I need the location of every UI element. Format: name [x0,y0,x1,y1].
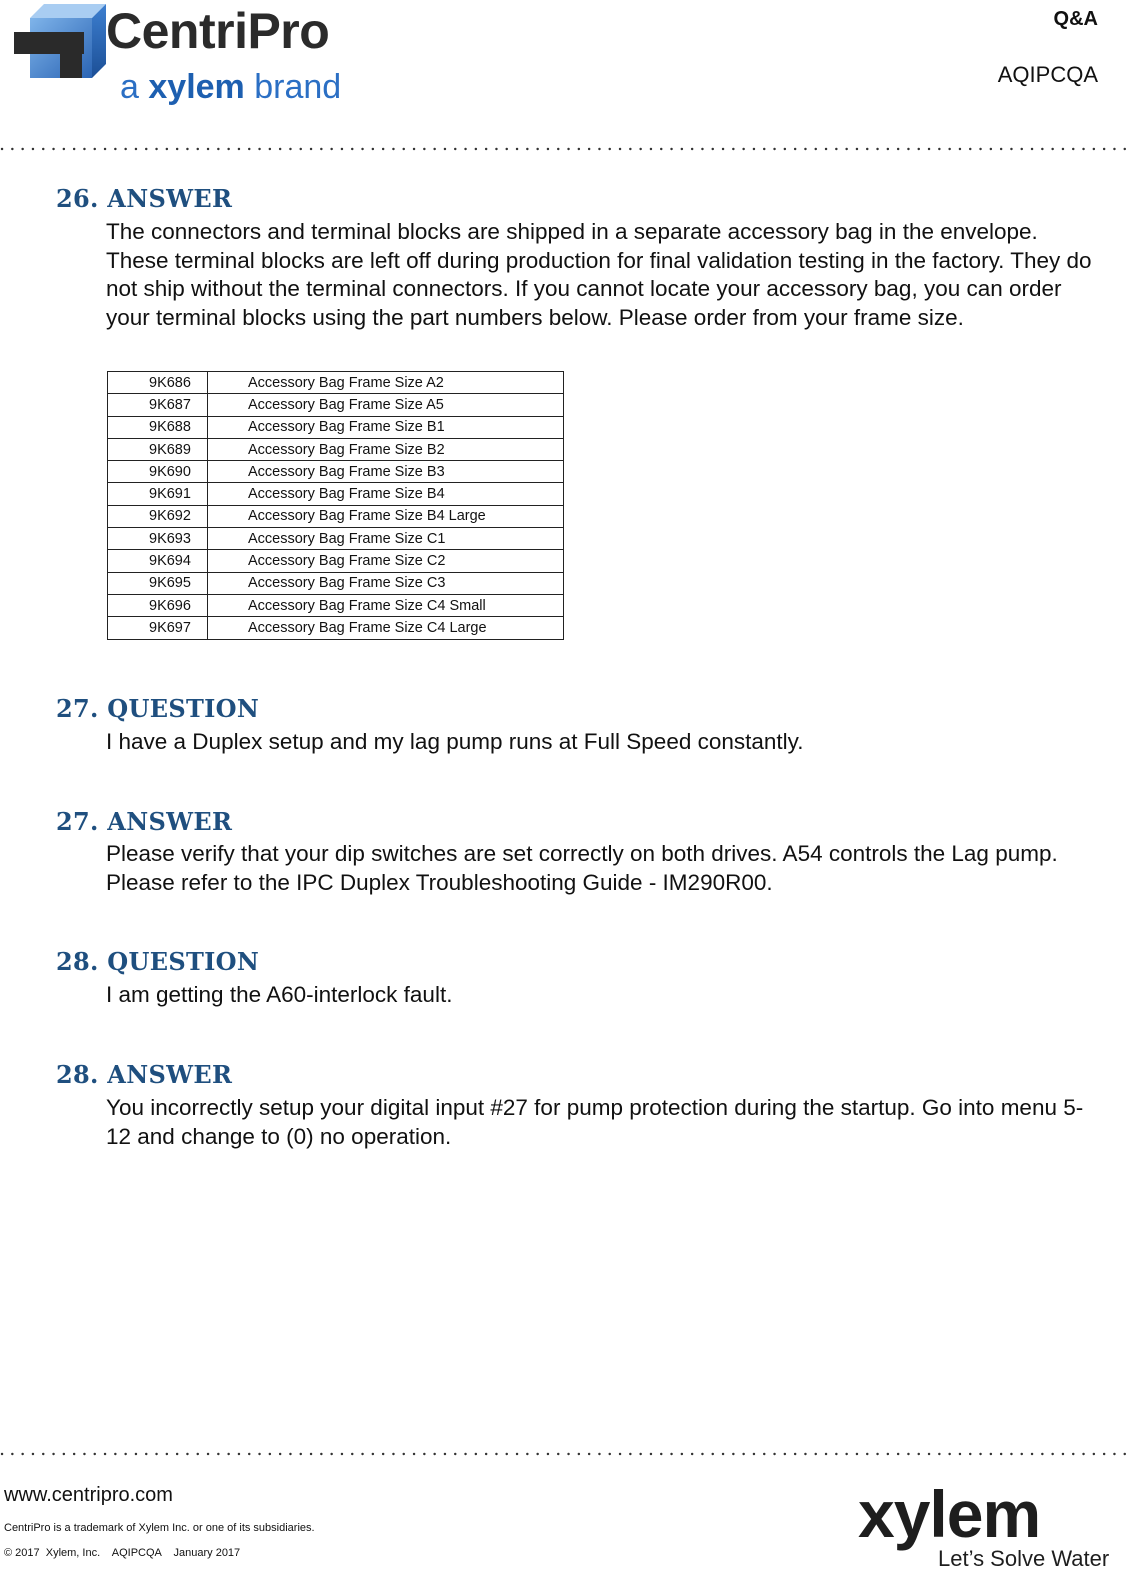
part-description-cell: Accessory Bag Frame Size C2 [208,550,564,572]
doc-code: AQIPCQA [997,62,1098,87]
part-description-cell: Accessory Bag Frame Size C4 Large [208,617,564,639]
part-description-cell: Accessory Bag Frame Size B4 Large [208,505,564,527]
table-row [108,416,564,438]
top-dotted-divider [0,147,1128,151]
section-27-question-text: I have a Duplex setup and my lag pump runs at Full Speed constantly. [106,729,804,754]
table-row [108,594,564,616]
part-number-cell: 9K696 [108,594,208,616]
footer-copyright: © 2017 Xylem, Inc. AQIPCQA January 2017 [4,1547,241,1559]
section-27-question-heading: 27. QUESTION [56,694,260,723]
bottom-dotted-divider [0,1452,1128,1456]
footer-website: www.centripro.com [4,1484,173,1506]
section-26-answer-heading: 26. ANSWER [56,184,233,213]
part-number-cell: 9K695 [108,572,208,594]
section-28-answer-text: You incorrectly setup your digital input #27 for pump protection during the startup. Go into menu 5-12 and change to (0) no operation. [106,1095,1084,1149]
part-number-cell: 9K690 [108,461,208,483]
part-number-cell: 9K689 [108,438,208,460]
part-number-cell: 9K688 [108,416,208,438]
table-row [108,483,564,505]
part-description-cell: Accessory Bag Frame Size C1 [208,528,564,550]
part-description-cell: Accessory Bag Frame Size B3 [208,461,564,483]
part-number-cell: 9K697 [108,617,208,639]
section-28-answer-heading: 28. ANSWER [56,1060,233,1089]
part-description-cell: Accessory Bag Frame Size A2 [208,372,564,394]
table-row [108,461,564,483]
table-row [108,505,564,527]
section-27-answer-heading: 27. ANSWER [56,807,233,836]
brand-name: CentriPro [106,3,330,59]
part-number-cell: 9K686 [108,372,208,394]
footer-trademark: CentriPro is a trademark of Xylem Inc. or one of its subsidiaries. [4,1522,315,1534]
centripro-logo [14,0,354,115]
xylem-tagline: Let’s Solve Water [938,1546,1110,1571]
table-row [108,617,564,639]
part-number-cell: 9K691 [108,483,208,505]
part-description-cell: Accessory Bag Frame Size C3 [208,572,564,594]
table-row [108,394,564,416]
part-description-cell: Accessory Bag Frame Size A5 [208,394,564,416]
part-number-cell: 9K693 [108,528,208,550]
table-row [108,438,564,460]
part-description-cell: Accessory Bag Frame Size B2 [208,438,564,460]
part-description-cell: Accessory Bag Frame Size B4 [208,483,564,505]
doc-type: Q&A [1053,8,1098,30]
part-description-cell: Accessory Bag Frame Size C4 Small [208,594,564,616]
part-description-cell: Accessory Bag Frame Size B1 [208,416,564,438]
xylem-logo: xylem [858,1477,1041,1551]
part-number-cell: 9K687 [108,394,208,416]
table-row [108,572,564,594]
brand-subtitle: a xylem brand [120,68,342,106]
centripro-cube-icon [14,2,110,82]
table-row [108,528,564,550]
table-row [108,550,564,572]
part-number-cell: 9K694 [108,550,208,572]
section-28-question-text: I am getting the A60-interlock fault. [106,982,453,1007]
part-number-cell: 9K692 [108,505,208,527]
section-28-question-heading: 28. QUESTION [56,947,260,976]
table-row [108,372,564,394]
section-27-answer-text: Please verify that your dip switches are set correctly on both drives. A54 controls the Lag pump. Please refer to the IPC Duplex Troubleshooting Guide - IM290R00. [106,841,1058,895]
section-26-answer-text: The connectors and terminal blocks are shipped in a separate accessory bag in the envelope. These terminal blocks are left off during production for final validation testing in the factory. They do not ship without the terminal connectors. If you cannot locate your accessory bag, you can order your terminal blocks using the part numbers below. Please order from your frame size. [106,219,1092,330]
parts-table [107,371,564,640]
